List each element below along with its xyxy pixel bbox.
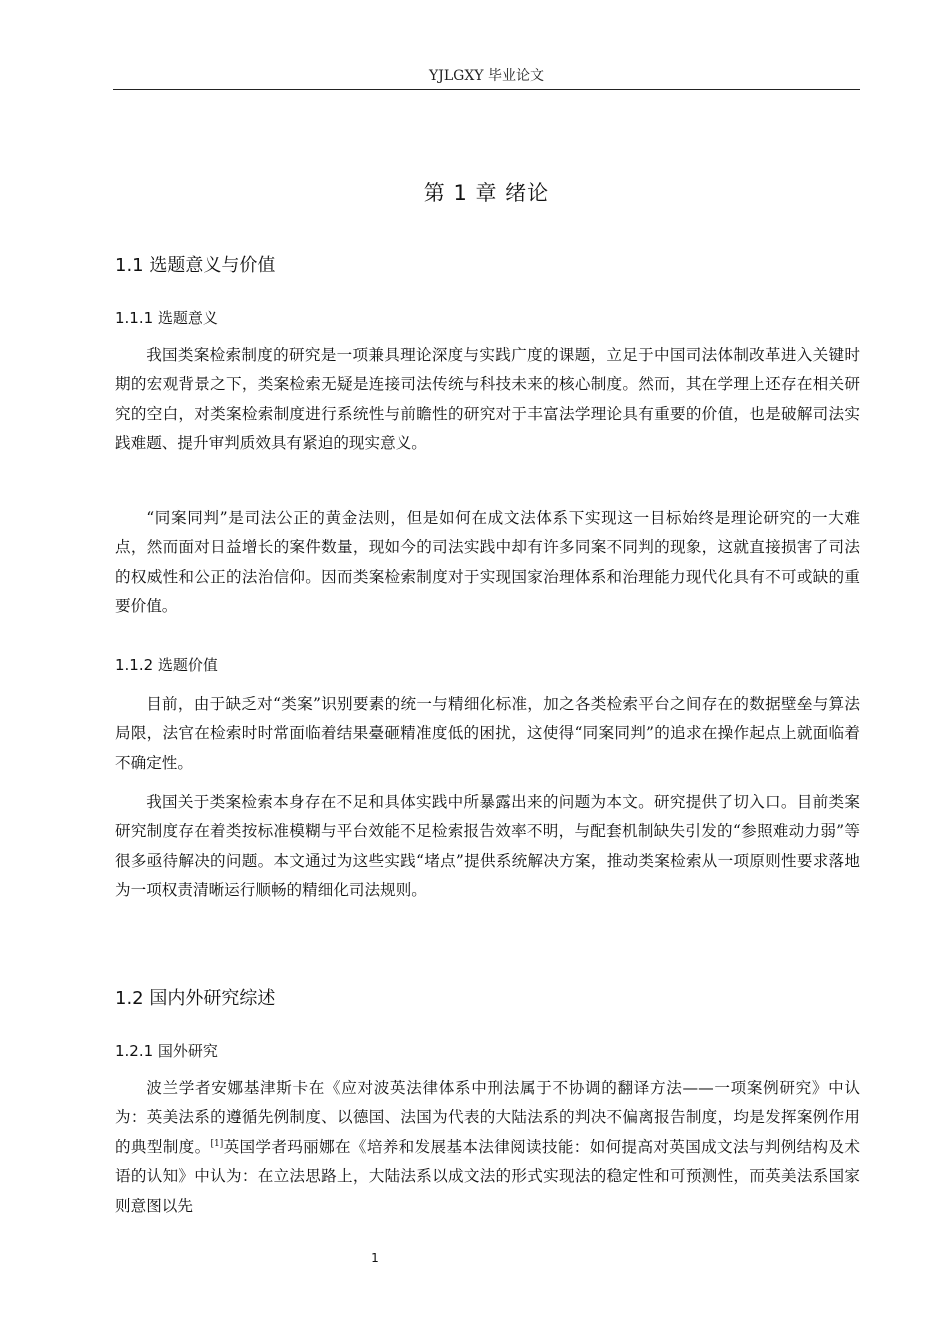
- paragraph-foreign-research: [115, 1074, 860, 1221]
- section-heading-1-1: 1.1 选题意义与价值: [115, 255, 276, 276]
- paragraph-same-case-same-judgment: “同案同判”是司法公正的黄金法则，但是如何在成文法体系下实现这一目标始终是理论研究的一大难点，然而面对日益增长的案件数量，现如今的司法实践中却有许多同案不同判的现象，这就直接损害了司法的权威性和公正的法治信仰。因而类案检索制度对于实现国家治理体系和治理能力现代化具有不可或缺的重要价值。: [115, 509, 860, 616]
- citation-reference: [1]: [210, 1138, 224, 1149]
- running-header: YJLGXY 毕业论文: [429, 68, 544, 84]
- subsection-heading-1-1-2: 1.1.2 选题价值: [115, 656, 218, 674]
- paragraph-selection-significance: 我国类案检索制度的研究是一项兼具理论深度与实践广度的课题，立足于中国司法体制改革进入关键时期的宏观背景之下，类案检索无疑是连接司法传统与科技未来的核心制度。然而，其在学理上还存在相关研究的空白，对类案检索制度进行系统性与前瞻性的研究对于丰富法学理论具有重要的价值，也是破解司法实践难题、提升审判质效具有紧迫的现实意义。: [115, 346, 860, 453]
- paragraph-text-part: 波兰学者安娜基津斯卡在《应对波英法律体系中刑法属于不协调的翻译方法——一项案例研究》中认为：英美法系的遵循先例制度、以德国、法国为代表的大陆法系的判决不偏离报告制度，均是发挥案例作用的典型制度。: [115, 1079, 860, 1156]
- page-number: 1: [371, 1251, 379, 1265]
- paragraph-current-problems: 目前，由于缺乏对“类案”识别要素的统一与精细化标准，加之各类检索平台之间存在的数据壁垒与算法局限，法官在检索时时常面临着结果臺砸精准度低的困扰，这使得“同案同判”的追求在操作起点上就面临着不确定性。: [115, 695, 860, 772]
- paragraph-text-part: 英国学者玛丽娜在《培养和发展基本法律阅读技能：如何提高对英国成文法与判例结构及术语的认知》中认为：在立法思路上，大陆法系以成文法的形式实现法的稳定性和可预测性，而英美法系国家则意图以先: [115, 1137, 860, 1215]
- chapter-title: 第 1 章 绪论: [423, 181, 550, 205]
- paragraph-research-entry: 我国关于类案检索本身存在不足和具体实践中所暴露出来的问题为本文。研究提供了切入口。目前类案研究制度存在着类按标准模糊与平台效能不足检索报告效率不明，与配套机制缺失引发的“参照难动力弱”等很多亟待解决的问题。本文通过为这些实践“堵点”提供系统解决方案，推动类案检索从一项原则性要求落地为一项权责清晰运行顺畅的精细化司法规则。: [115, 793, 860, 900]
- subsection-heading-1-1-1: 1.1.1 选题意义: [115, 309, 218, 327]
- subsection-heading-1-2-1: 1.2.1 国外研究: [115, 1042, 218, 1060]
- section-heading-1-2: 1.2 国内外研究综述: [115, 988, 276, 1009]
- header-divider: [113, 89, 860, 90]
